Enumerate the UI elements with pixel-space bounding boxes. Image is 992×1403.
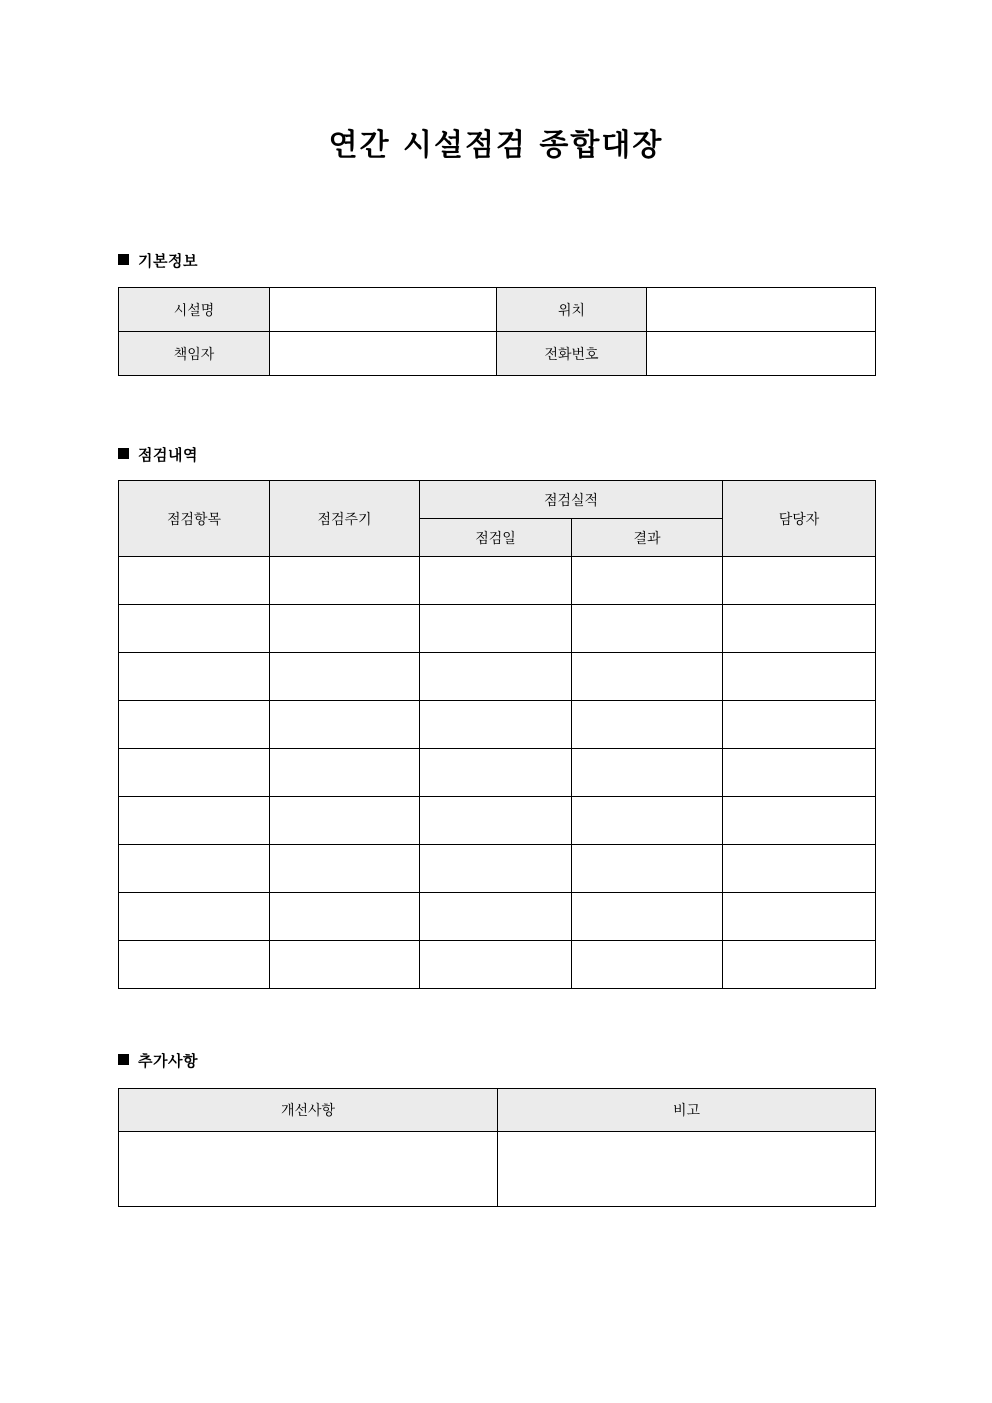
table-row <box>119 1132 876 1207</box>
cell-inspection-item[interactable] <box>119 893 270 941</box>
column-header-person-in-charge: 담당자 <box>723 481 876 557</box>
cell-person-in-charge[interactable] <box>723 845 876 893</box>
cell-improvement[interactable] <box>119 1132 498 1207</box>
inspection-detail-body <box>119 557 876 989</box>
square-bullet-icon <box>118 254 129 265</box>
table-header-row-top <box>119 481 876 519</box>
cell-person-in-charge[interactable] <box>723 893 876 941</box>
column-header-inspection-date: 점검일 <box>420 519 572 557</box>
cell-inspection-result[interactable] <box>572 845 723 893</box>
field-label-phone-number: 전화번호 <box>497 332 647 376</box>
section-heading-inspection-detail-label: 점검내역 <box>138 446 198 464</box>
cell-person-in-charge[interactable] <box>723 941 876 989</box>
square-bullet-icon <box>118 448 129 459</box>
column-header-inspection-cycle: 점검주기 <box>270 481 420 557</box>
field-value-manager[interactable] <box>270 332 497 376</box>
field-label-manager: 책임자 <box>119 332 270 376</box>
cell-inspection-date[interactable] <box>420 749 572 797</box>
table-row <box>119 941 876 989</box>
inspection-detail-table <box>118 480 876 989</box>
square-bullet-icon <box>118 1054 129 1065</box>
section-heading-basic-info <box>118 250 198 271</box>
column-header-inspection-performance: 점검실적 <box>420 481 723 519</box>
section-heading-additional-items-label: 추가사항 <box>138 1052 198 1070</box>
section-heading-inspection-detail <box>118 444 198 465</box>
cell-inspection-cycle[interactable] <box>270 557 420 605</box>
cell-inspection-item[interactable] <box>119 605 270 653</box>
table-row <box>119 653 876 701</box>
cell-inspection-result[interactable] <box>572 557 723 605</box>
field-label-facility-name: 시설명 <box>119 288 270 332</box>
cell-inspection-cycle[interactable] <box>270 749 420 797</box>
cell-inspection-result[interactable] <box>572 701 723 749</box>
cell-person-in-charge[interactable] <box>723 701 876 749</box>
field-label-location: 위치 <box>497 288 647 332</box>
cell-inspection-date[interactable] <box>420 653 572 701</box>
table-row <box>119 797 876 845</box>
cell-inspection-date[interactable] <box>420 701 572 749</box>
table-row <box>119 557 876 605</box>
column-header-inspection-result: 결과 <box>572 519 723 557</box>
cell-inspection-result[interactable] <box>572 797 723 845</box>
table-row <box>119 332 876 376</box>
table-row <box>119 749 876 797</box>
cell-inspection-cycle[interactable] <box>270 605 420 653</box>
column-header-inspection-item: 점검항목 <box>119 481 270 557</box>
table-row <box>119 845 876 893</box>
field-value-location[interactable] <box>647 288 876 332</box>
cell-inspection-result[interactable] <box>572 605 723 653</box>
cell-inspection-cycle[interactable] <box>270 701 420 749</box>
cell-inspection-date[interactable] <box>420 893 572 941</box>
cell-person-in-charge[interactable] <box>723 557 876 605</box>
cell-person-in-charge[interactable] <box>723 749 876 797</box>
cell-inspection-result[interactable] <box>572 893 723 941</box>
field-value-facility-name[interactable] <box>270 288 497 332</box>
cell-inspection-date[interactable] <box>420 557 572 605</box>
cell-inspection-item[interactable] <box>119 749 270 797</box>
page-title: 연간 시설점검 종합대장 <box>328 128 664 163</box>
table-row <box>119 605 876 653</box>
cell-inspection-date[interactable] <box>420 941 572 989</box>
cell-inspection-result[interactable] <box>572 749 723 797</box>
cell-inspection-cycle[interactable] <box>270 797 420 845</box>
field-value-phone-number[interactable] <box>647 332 876 376</box>
cell-inspection-item[interactable] <box>119 941 270 989</box>
cell-person-in-charge[interactable] <box>723 605 876 653</box>
cell-inspection-cycle[interactable] <box>270 941 420 989</box>
cell-inspection-item[interactable] <box>119 797 270 845</box>
cell-inspection-item[interactable] <box>119 845 270 893</box>
cell-inspection-cycle[interactable] <box>270 845 420 893</box>
cell-inspection-result[interactable] <box>572 653 723 701</box>
basic-info-table <box>118 287 876 376</box>
cell-inspection-item[interactable] <box>119 557 270 605</box>
column-header-remarks: 비고 <box>498 1089 876 1132</box>
table-row <box>119 701 876 749</box>
cell-inspection-date[interactable] <box>420 845 572 893</box>
column-header-improvement: 개선사항 <box>119 1089 498 1132</box>
cell-remarks[interactable] <box>498 1132 876 1207</box>
table-row <box>119 893 876 941</box>
cell-inspection-date[interactable] <box>420 797 572 845</box>
cell-inspection-cycle[interactable] <box>270 893 420 941</box>
section-heading-basic-info-label: 기본정보 <box>138 252 198 270</box>
cell-inspection-date[interactable] <box>420 605 572 653</box>
cell-inspection-cycle[interactable] <box>270 653 420 701</box>
cell-inspection-item[interactable] <box>119 653 270 701</box>
cell-inspection-result[interactable] <box>572 941 723 989</box>
table-header-row <box>119 1089 876 1132</box>
table-row <box>119 288 876 332</box>
cell-person-in-charge[interactable] <box>723 653 876 701</box>
section-heading-additional-items <box>118 1050 198 1071</box>
additional-items-table <box>118 1088 876 1207</box>
cell-person-in-charge[interactable] <box>723 797 876 845</box>
cell-inspection-item[interactable] <box>119 701 270 749</box>
